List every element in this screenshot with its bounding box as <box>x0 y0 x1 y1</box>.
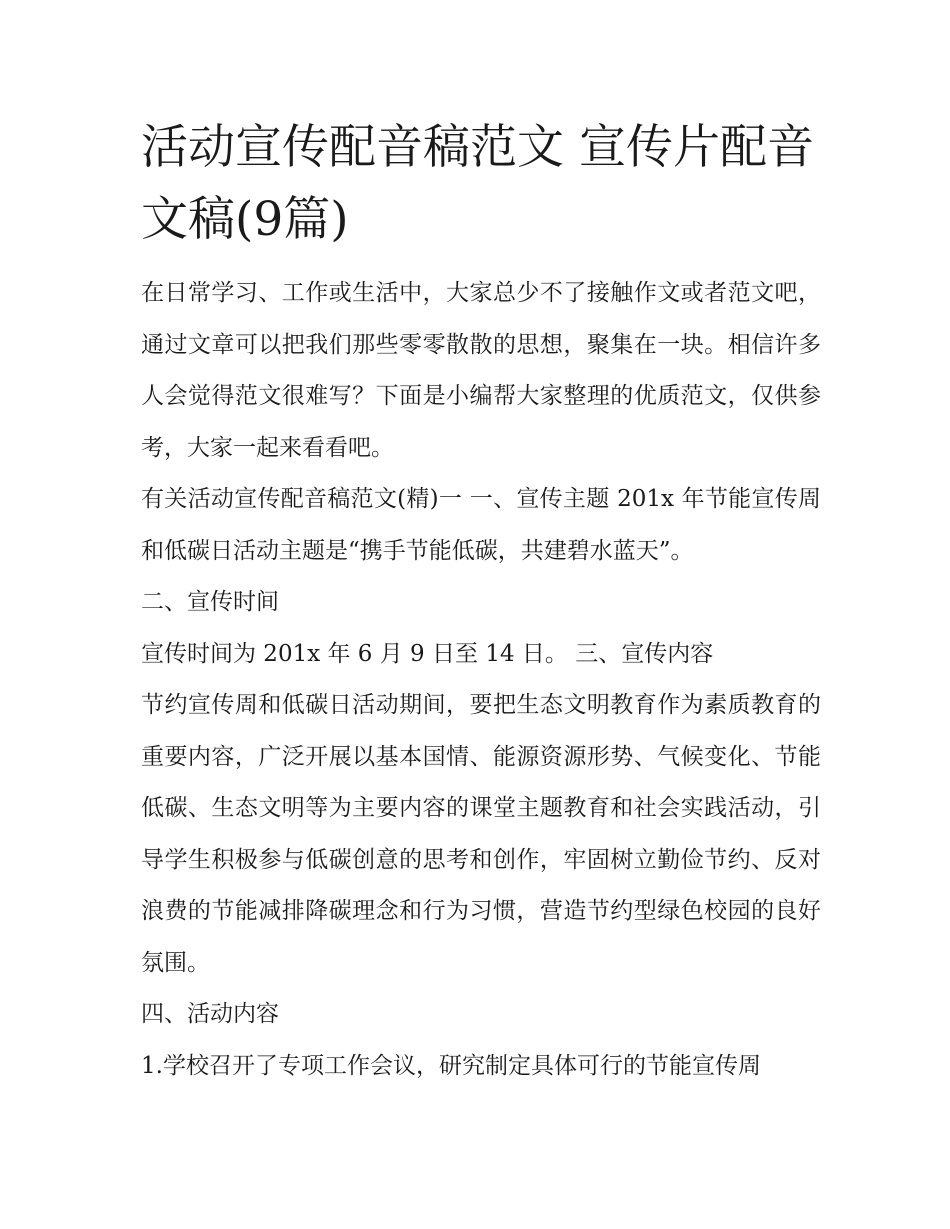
paragraph-theme: 有关活动宣传配音稿范文(精)一 一、宣传主题 201x 年节能宣传周和低碳日活动主题是“携手节能低碳，共建碧水蓝天”。 <box>141 486 821 564</box>
document-page <box>141 112 821 1092</box>
heading-time: 二、宣传时间 <box>141 589 279 615</box>
paragraph-activity-1: 1.学校召开了专项工作会议，研究制定具体可行的节能宣传周 <box>141 1052 761 1079</box>
paragraph-content: 节约宣传周和低碳日活动期间，要把生态文明教育作为素质教育的重要内容，广泛开展以基本国情、能源资源形势、气候变化、节能低碳、生态文明等为主要内容的课堂主题教育和社会实践活动，引导学生积极参与低碳创意的思考和创作，牢固树立勤俭节约、反对浪费的节能减排降碳理念和行为习惯，营造节约型绿色校园的良好氛围。 <box>141 692 821 976</box>
document-title: 活动宣传配音稿范文 宣传片配音文稿(9篇) <box>141 120 814 247</box>
paragraph-time: 宣传时间为 201x 年 6 月 9 日至 14 日。 三、宣传内容 <box>141 640 714 667</box>
paragraph-intro: 在日常学习、工作或生活中，大家总少不了接触作文或者范文吧，通过文章可以把我们那些零零散散的思想，聚集在一块。相信许多人会觉得范文很难写？下面是小编帮大家整理的优质范文，仅供参考，大家一起来看看吧。 <box>141 280 821 461</box>
heading-activity: 四、活动内容 <box>141 1001 279 1027</box>
